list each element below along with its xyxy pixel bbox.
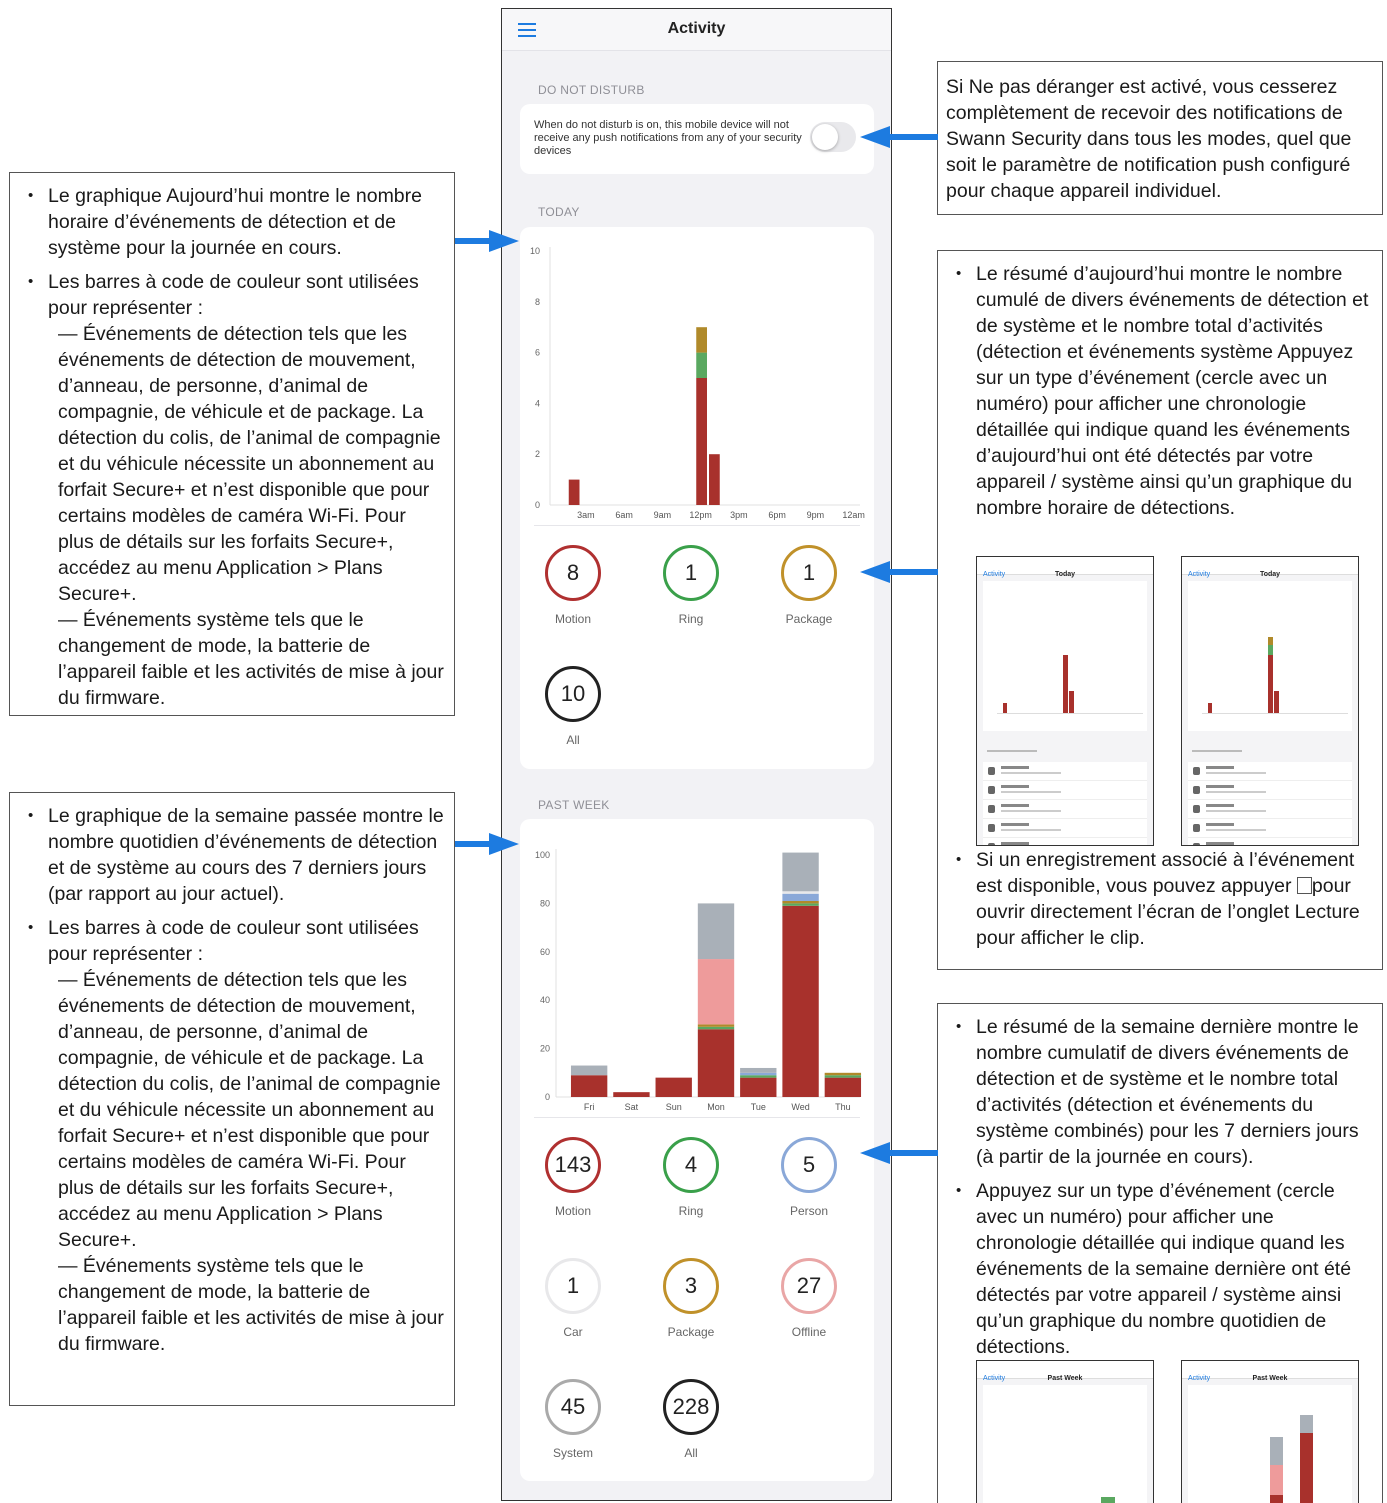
bar-segment-motion: [782, 906, 818, 1097]
thumb-chart: [983, 1385, 1147, 1503]
callout-bullet: [20, 183, 444, 261]
bar-segment-system: [571, 1066, 607, 1076]
x-tick-label: Wed: [791, 1102, 810, 1112]
thumb-back-link: Activity: [983, 1375, 1006, 1382]
y-tick-label: 8: [534, 296, 540, 307]
y-tick-label: 40: [539, 995, 550, 1006]
x-tick-label: Fri: [583, 1102, 595, 1112]
today-all-thumbnail: [1181, 556, 1359, 846]
dnd-description: When do not disturb is on, this mobile device will not receive any push notifications from any of your security devices: [534, 119, 802, 157]
callout-text: Si un enregistrement associé à l’événement est disponible, vous pouvez appuyer: [976, 849, 1355, 897]
callout-text: Les barres à code de couleur sont utilisées pour représenter :: [48, 271, 419, 319]
callout-text: — Événements de détection tels que les événements de détection de mouvement, d’anneau, de personne, d’animal de compagnie, de véhicule et de package. La détection du colis, de l’animal de compagnie et du véhicule nécessite un abonnement au forfait Secure+ et n’est disponible que pour certains modèles de caméra Wi-Fi. Pour plus de détails sur les forfaits Secure+, accédez au menu Application > Plans Secure+.: [58, 969, 441, 1251]
bar-segment-ring: [698, 1027, 734, 1029]
dnd-card: [520, 104, 874, 174]
x-tick-label: Sun: [665, 1102, 682, 1112]
circle-label: System: [552, 1446, 593, 1460]
circle-label: Motion: [554, 1204, 592, 1218]
thumb-back-link: Activity: [1188, 571, 1211, 578]
thumb-section: [1188, 750, 1352, 762]
circle-label: Ring: [678, 1204, 704, 1218]
circle-count: 1: [781, 545, 837, 601]
thumb-axis: [1202, 713, 1348, 714]
today-hourly-chart[interactable]: [520, 227, 874, 527]
bar-segment-offline: [698, 959, 734, 1024]
y-tick-label: 10: [529, 246, 540, 256]
circle-count: 45: [545, 1379, 601, 1435]
divider: [534, 1117, 860, 1118]
circle-count: 8: [545, 545, 601, 601]
y-tick-label: 2: [534, 449, 540, 460]
bar-segment-motion: [740, 1078, 776, 1097]
x-tick-label: 12am: [842, 510, 865, 520]
thumb-bar: [1270, 1437, 1283, 1465]
summary-circle-package[interactable]: [764, 545, 854, 626]
thumb-bar: [1069, 691, 1074, 713]
x-tick-label: 3pm: [730, 510, 748, 520]
x-tick-label: 3am: [577, 510, 595, 520]
thumb-bar: [1101, 1497, 1115, 1503]
thumb-row: [983, 781, 1147, 800]
y-tick-label: 80: [539, 898, 550, 909]
y-tick-label: 6: [534, 347, 540, 358]
bar-segment-system: [698, 903, 734, 959]
dnd-section-label: DO NOT DISTURB: [538, 83, 645, 97]
phone-screen: [501, 8, 892, 1501]
callout-text: — Événements de détection tels que les événements de détection de mouvement, d’anneau, de personne, d’animal de compagnie, de véhicule et de package. La détection du colis, de l’animal de compagnie et du véhicule nécessite un abonnement au forfait Secure+ et n’est disponible que pour certains modèles de caméra Wi-Fi. Pour plus de détails sur les forfaits Secure+, accédez au menu Application > Plans Secure+.: [58, 323, 441, 605]
thumb-bar: [1300, 1433, 1313, 1503]
bar-segment-car: [782, 891, 818, 893]
callout-text: Appuyez sur un type d’événement (cercle avec un numéro) pour afficher une chronologie détaillée qui indique quand les événements de la semaine dernière ont été détectés par votre appareil / système ainsi qu’un graphique du nombre quotidien de détections.: [976, 1180, 1352, 1358]
bar-segment-package: [698, 1024, 734, 1026]
arrow-to-week-summary: [860, 1142, 938, 1164]
x-tick-label: Tue: [750, 1102, 766, 1112]
circle-count: 3: [663, 1258, 719, 1314]
bar-segment-package: [782, 901, 818, 903]
bar-segment-ring: [825, 1075, 861, 1077]
bar-segment-motion: [696, 378, 707, 505]
callout-text: — Événements système tels que le changement de mode, la batterie de l’appareil faible et les activités de mise à jour du firmware.: [58, 609, 444, 709]
y-tick-label: 60: [539, 946, 550, 957]
thumb-chart: [983, 581, 1147, 731]
y-tick-label: 0: [534, 500, 540, 510]
page-title: Activity: [667, 20, 726, 37]
bar-segment-motion: [569, 480, 580, 505]
circle-label: All: [684, 1446, 698, 1460]
thumb-row: [1188, 781, 1352, 800]
bar-segment-system: [740, 1068, 776, 1073]
thumb-bar: [1270, 1465, 1283, 1495]
callout-text: pour ouvrir directement l’écran de l’onglet Lecture pour afficher le clip.: [976, 875, 1360, 949]
week-card: [520, 819, 874, 1481]
callout-text: Les barres à code de couleur sont utilisées pour représenter :: [48, 917, 419, 965]
circle-label: Package: [667, 1325, 715, 1339]
thumb-row: [983, 800, 1147, 819]
callout-bullet: [20, 269, 444, 711]
week-chart-callout: [9, 792, 455, 1406]
dnd-callout: [937, 61, 1383, 215]
bar-segment-motion: [656, 1078, 692, 1097]
x-tick-label: Mon: [707, 1102, 725, 1112]
summary-circle-car[interactable]: [528, 1258, 618, 1339]
circle-label: Car: [563, 1325, 583, 1339]
thumb-header: [977, 557, 1153, 578]
bar-segment-system: [782, 853, 818, 892]
circle-count: 5: [781, 1137, 837, 1193]
thumb-bar: [1270, 1495, 1283, 1503]
circle-count: 1: [545, 1258, 601, 1314]
x-tick-label: 9pm: [806, 510, 825, 520]
callout-text: Le graphique Aujourd’hui montre le nombre horaire d’événements de détection et de système pour la journée en cours.: [48, 185, 422, 259]
week-section-label: PAST WEEK: [538, 798, 610, 812]
arrow-to-dnd-toggle: [860, 126, 938, 148]
bar-segment-motion: [698, 1029, 734, 1097]
circle-count: 228: [663, 1379, 719, 1435]
thumb-row: [1188, 838, 1352, 846]
summary-circle-motion[interactable]: [528, 545, 618, 626]
bar-segment-person: [782, 894, 818, 901]
thumb-row: [983, 838, 1147, 846]
divider: [534, 525, 860, 526]
thumb-back-link: Activity: [1188, 1375, 1211, 1382]
thumb-bar: [1268, 637, 1273, 645]
thumb-row: [983, 819, 1147, 838]
summary-circle-motion[interactable]: [528, 1137, 618, 1218]
circle-label: All: [566, 733, 580, 747]
callout-text: Le résumé d’aujourd’hui montre le nombre cumulé de divers événements de détection et de système et le nombre total d’activités (détection et événements système Appuyez sur un type d’événement (cercle avec un numéro) pour afficher une chronologie détaillée qui indique quand les événements d’aujourd’hui ont été détectés par votre appareil / système ainsi qu’un graphique du nombre horaire de détections.: [976, 263, 1369, 519]
week-ring-thumbnail: [976, 1360, 1154, 1503]
y-tick-label: 100: [534, 850, 550, 860]
today-section-label: TODAY: [538, 205, 580, 219]
thumb-section: [983, 750, 1147, 762]
thumb-back-link: Activity: [983, 571, 1006, 578]
y-tick-label: 20: [539, 1043, 550, 1054]
bar-segment-ring: [696, 353, 707, 378]
thumb-axis: [997, 713, 1143, 714]
circle-label: Person: [789, 1204, 829, 1218]
x-tick-label: 9am: [653, 510, 672, 520]
bar-segment-package: [825, 1073, 861, 1075]
x-tick-label: 12pm: [689, 510, 712, 520]
bar-segment-motion: [825, 1078, 861, 1097]
circle-count: 4: [663, 1137, 719, 1193]
callout-text: — Événements système tels que le changement de mode, la batterie de l’appareil faible et les activités de mise à jour du firmware.: [58, 1255, 444, 1355]
thumb-title: Past Week: [1252, 1375, 1288, 1382]
toggle-knob: [812, 124, 838, 150]
circle-label: Package: [785, 612, 833, 626]
circle-count: 143: [545, 1137, 601, 1193]
x-tick-label: 6am: [615, 510, 633, 520]
today-summary-callout: [937, 250, 1383, 970]
bar-segment-ring: [740, 1075, 776, 1077]
y-tick-label: 4: [534, 398, 540, 409]
bar-segment-motion: [613, 1092, 649, 1097]
summary-circle-person[interactable]: [764, 1137, 854, 1218]
thumb-bar: [1268, 655, 1273, 713]
thumb-bar: [1268, 645, 1273, 655]
thumb-chart: [1188, 581, 1352, 731]
today-motion-thumbnail: [976, 556, 1154, 846]
thumb-header: [977, 1361, 1153, 1382]
thumb-title: Today: [1054, 571, 1076, 578]
callout-bullet: [20, 915, 444, 1357]
summary-circle-package[interactable]: [646, 1258, 736, 1339]
today-chart-callout: [9, 172, 455, 716]
x-tick-label: 6pm: [768, 510, 786, 520]
arrow-to-today-chart: [455, 230, 519, 252]
bar-segment-person: [740, 1073, 776, 1075]
dnd-callout-text: Si Ne pas déranger est activé, vous cesserez complètement de recevoir des notifications de Swann Security dans tous les modes, quel que soit le paramètre de notification push configuré pour chaque appareil individuel.: [946, 76, 1352, 202]
today-card: [520, 227, 874, 769]
circle-label: Ring: [678, 612, 704, 626]
thumb-bar: [1063, 655, 1068, 713]
callout-text: Le résumé de la semaine dernière montre le nombre cumulatif de divers événements de détection et de système et le nombre total d’activités (détection et événements du système combinés) pour les 7 derniers jours (à partir de la journée en cours).: [976, 1016, 1359, 1168]
bar-segment-ring: [782, 903, 818, 905]
circle-count: 27: [781, 1258, 837, 1314]
thumb-row: [1188, 819, 1352, 838]
week-all-thumbnail: [1181, 1360, 1359, 1503]
circle-label: Offline: [791, 1325, 827, 1339]
dnd-toggle[interactable]: [810, 122, 856, 152]
app-top-bar: [502, 9, 891, 51]
thumb-row: [1188, 800, 1352, 819]
bar-segment-motion: [571, 1075, 607, 1097]
arrow-to-today-summary: [860, 561, 938, 583]
callout-bullet: [20, 803, 444, 907]
thumb-row: [1188, 762, 1352, 781]
summary-circle-all[interactable]: [646, 1379, 736, 1460]
play-clip-icon: [1297, 877, 1312, 894]
callout-bullet: [948, 1014, 1372, 1170]
circle-count: 10: [545, 666, 601, 722]
thumb-row: [983, 762, 1147, 781]
summary-circle-offline[interactable]: [764, 1258, 854, 1339]
week-daily-chart[interactable]: [520, 819, 874, 1119]
thumb-bar: [1208, 703, 1212, 713]
callout-bullet: [948, 847, 1372, 951]
thumb-title: Past Week: [1047, 1375, 1083, 1382]
thumb-bar: [1003, 703, 1007, 713]
summary-circle-ring[interactable]: [646, 1137, 736, 1218]
thumb-chart: [1188, 1385, 1352, 1503]
thumb-header: [1182, 1361, 1358, 1382]
y-tick-label: 0: [544, 1092, 550, 1102]
summary-circle-all[interactable]: [528, 666, 618, 747]
thumb-event-list: [983, 745, 1147, 846]
bar-segment-motion: [709, 454, 720, 505]
thumb-bar: [1274, 691, 1279, 713]
circle-count: 1: [663, 545, 719, 601]
callout-text: Le graphique de la semaine passée montre le nombre quotidien d’événements de détection et de système au cours des 7 derniers jours (par rapport au jour actuel).: [48, 805, 444, 905]
bar-segment-package: [696, 327, 707, 352]
x-tick-label: Sat: [624, 1102, 639, 1112]
x-tick-label: Thu: [835, 1102, 851, 1112]
thumb-header: [1182, 557, 1358, 578]
callout-bullet: [948, 1178, 1372, 1360]
summary-circle-ring[interactable]: [646, 545, 736, 626]
week-summary-callout: [937, 1003, 1383, 1503]
thumb-event-list: [1188, 745, 1352, 846]
circle-label: Motion: [554, 612, 592, 626]
thumb-bar: [1300, 1415, 1313, 1433]
arrow-to-week-chart: [455, 833, 519, 855]
thumb-title: Today: [1259, 571, 1281, 578]
summary-circle-system[interactable]: [528, 1379, 618, 1460]
